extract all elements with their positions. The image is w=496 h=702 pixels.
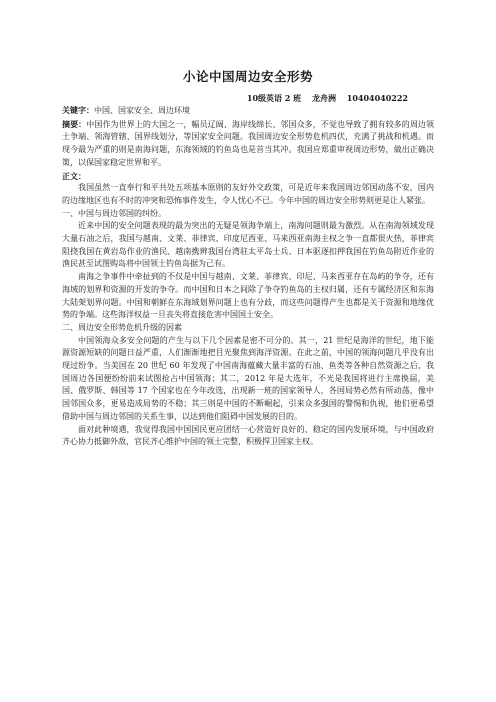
section-2-heading: 二、周边安全形势危机升级的因素 bbox=[62, 322, 182, 332]
abstract-label: 摘要： bbox=[62, 118, 87, 129]
abstract-text: 中国作为世界上的大国之一，幅员辽阔、海岸线绵长、邻国众多，不觉也导致了拥有较多的周边领土争端、领海管辖、国界线划分，等国家安全问题。我国周边安全形势危机四伏，充满了挑战和机遇。而现今最为严重的则是南海问题，东海领域的钓鱼岛也是首当其冲。我国应郑重审视周边形势，做出正确决策，以保国家稳定世界和平。 bbox=[62, 119, 435, 167]
section-1-heading: 一、中国与周边邻国的纠纷。 bbox=[62, 208, 166, 218]
author-name: 龙舟洲 bbox=[311, 93, 336, 103]
section-2-paragraph-1: 中国领海众多安全问题的产生与以下几个因素是密不可分的。其一，21 世纪是海洋的世纪，地下能源资源短缺的问题日益严重，人们渐渐地把目光聚焦到海洋资源。在此之前，中国的领海问题几乎没有出现过纷争。当美国在 20 世纪 60 年发现了中国南海蕴藏大量丰富的石油、鱼类等各种自然资源之后，我国周边各国便纷纷前来试图抢占中国领海；其二，2012 年是大选年，不光是我国将进行主席换届，美国、俄罗斯、韩国等 17 个国家也在今年改选，出现新一班的国家领导人，各国局势必然有所动荡，像中国邻国众多，更易造成局势的不稳；其三则是中国的不断崛起，引来众多强国的警惕和仇视，他们更希望借助中国与周边邻国的关系生事，以达到他们阻碍中国发展的目的。 bbox=[62, 335, 434, 421]
body-label: 正文： bbox=[62, 170, 86, 181]
section-1-paragraph-1: 近来中国的安全问题表现的最为突出的无疑是领海争端上，南海问题则最为激烈。从在南海领域发现大量石油之后，我国与越南、文莱、菲律宾、印度尼西亚、马来西亚南海主权之争一直都很火热，菲律宾阻挠我国在黄岩岛作业的渔民、越南携辨我国台湾驻太平岛士兵、日本驱逐扣押我国在钓鱼岛附近作业的渔民甚至试图购岛将中国领土钓鱼岛据为己有。 bbox=[62, 221, 434, 269]
page-title: 小论中国周边安全形势 bbox=[182, 69, 313, 84]
document-content bbox=[62, 58, 434, 449]
author-class: 10级英语 2 班 bbox=[246, 93, 302, 103]
intro-paragraph: 我国虽然一直奉行和平共处五项基本原则的友好外交政策，可是近年来我国周边邻国动荡不安，国内的边缘地区也有不时的冲突和恐怖事件发生，令人忧心不已。今年中国的周边安全形势则更是让人紧张。 bbox=[62, 183, 434, 205]
section-1-paragraph-2: 南海之争事件中牵扯到的不仅是中国与越南、文莱、菲律宾、印尼、马来西亚存在岛屿的争夺，还有海域的划界和资源的开发的争夺。而中国和日本之间除了争夺钓鱼岛的主权归属，还有专属经济区和东海大陆架划界问题。中国和朝鲜在东海域划界问题上也有分歧，而这些问题得产生也都是关于资源和地缘优势的争端。这些海洋权益一旦丧失将直接危害中国国土安全。 bbox=[62, 272, 434, 320]
keywords-text: 中国、国家安全、周边环境 bbox=[94, 106, 190, 115]
abstract-block bbox=[62, 118, 434, 170]
section-2-paragraph-2: 面对此种境遇，我觉得我国中国国民更应团结一心营造好良好的、稳定的国内发展环境，与中国政府齐心协力抵御外敌，官民齐心维护中国的领土完整，积极捍卫国家主权。 bbox=[62, 424, 434, 447]
author-student-id: 10404040222 bbox=[346, 93, 408, 103]
author-line bbox=[62, 92, 408, 104]
keywords-label: 关键字： bbox=[62, 105, 94, 115]
keywords-line bbox=[62, 104, 434, 118]
